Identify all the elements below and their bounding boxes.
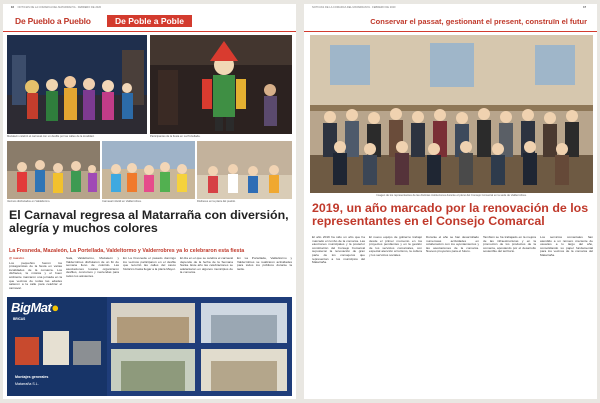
right-page: [304, 4, 597, 399]
caption-photo-3: Vecinos disfrazados en Valdeltormo.: [7, 200, 51, 203]
left-page: [3, 4, 296, 399]
caption-photo-1: Mazaleón celebró el carnaval con un desfile por las calles de la localidad.: [7, 135, 95, 138]
ad-products-image: [15, 327, 103, 367]
caption-photo-4: Carnaval infantil en Valderrobres.: [102, 200, 142, 203]
left-topline-text: NOTICIAS DE LA COMARCA DEL MATARRANYA · FEBRERO DE 2020: [17, 6, 102, 9]
ad-line-1: Montajes generales: [15, 375, 49, 379]
section-title-secondary: De Poble a Poble: [107, 15, 192, 27]
photo-carnival-parade: [7, 35, 147, 134]
bigmat-brand: BigMat: [11, 300, 52, 315]
left-section-header: [3, 14, 296, 32]
right-section-header: [304, 14, 597, 32]
left-subheadline: La Fresneda, Mazaleón, La Portellada, Valdeltormo y Valderrobres ya lo celebraron esta fiesta: [9, 248, 245, 254]
photo-carnival-performer: [150, 35, 292, 134]
photo-valdeltormo-image: [7, 141, 100, 199]
left-body-col-2: Sala, Valdeltormo, Mazaleón y Valderrobres disfrutaron de un fin de semana lleno de colorido. Las asociaciones locales organizaron desfiles, concursos y meriendas para todos los asistentes.: [66, 257, 119, 278]
photo-council-group: [310, 35, 593, 193]
right-body-col-3: Durante el año se han desarrollado numerosas actividades en colaboración con los ayuntamientos y las asociaciones de la comarca. Nuevos proyectos para el futuro.: [426, 236, 479, 254]
caption-photo-5: Disfraces en la plaza del pueblo.: [197, 200, 236, 203]
advertisement-bigmat: [7, 297, 292, 396]
photo-valderrobres: [102, 141, 195, 199]
photo-carnival-parade-image: [7, 35, 147, 134]
right-topline-text: NOTICIAS DE LA COMARCA DEL MATARRANYA · FEBRERO DE 2020: [312, 6, 396, 9]
right-page-number: 17: [583, 6, 586, 9]
caption-council-photo: Imagen de los representantes de las distintas instituciones durante el pleno del Consejo Comarcal en la sede de Valderrobres.: [376, 194, 527, 197]
photo-valderrobres-image: [102, 141, 195, 199]
left-topline: [11, 6, 288, 12]
photo-plaza: [197, 141, 292, 199]
section-motto: Conservar el passat, gestionant el present, construïn el futur: [370, 17, 587, 26]
right-body-col-5: Los servicios comarcales han atendido a un número creciente de usuarios a lo largo del año, consolidando su papel fundamental para los vecinos de la comarca del Matarraña.: [540, 236, 593, 257]
photo-carnival-performer-image: [150, 35, 292, 134]
left-page-number: 16: [11, 6, 14, 9]
section-title-primary: De Pueblo a Pueblo: [15, 16, 91, 26]
ad-tagline: BRICAS: [13, 317, 26, 321]
right-topline: [312, 6, 589, 12]
photo-valdeltormo: [7, 141, 100, 199]
left-body-col-1-text: Los pequeños fueron los protagonistas de la fiesta en varias localidades de la comarca. Los disfraces, la música y el buen ambiente marcaron una jornada en la que vecinos de todas las edades salieron a la calle para celebrar el carnaval.: [9, 260, 62, 290]
left-body-col-5: En La Portellada, Valdeltormo y Valderrobres se realizaron actividades para todos los públicos durante la tarde.: [237, 257, 292, 271]
right-body-col-1: El año 2019 ha sido un año que ha marcado el rumbo de la comarca. Las elecciones municipales y la posterior constitución del Consejo Comarcal supusieron la renovación de gran parte de los consejeros que representan a los municipios del Matarraña.: [312, 236, 365, 265]
left-body-col-3: En La Fresneda el pasado domingo los vecinos participaron en el desfile que recorrió las calles del casco histórico hasta llegar a la plaza Mayor.: [123, 257, 176, 271]
left-body-col-1: [9, 257, 62, 293]
right-body-col-2: El nuevo equipo de gobierno trabajó desde el primer momento en los proyectos pendientes y en la gestión de los servicios comarcales, con especial atención al turismo, la cultura y los servicios sociales.: [369, 236, 422, 257]
bigmat-logo: BigMat●: [11, 300, 59, 315]
photo-council-group-image: [310, 35, 593, 193]
left-body-col-4: El día en el que se celebra el carnaval depende de la fecha de la Semana Santa. Este año las celebraciones se adelantaron en algunos municipios de la comarca.: [180, 257, 233, 275]
caption-photo-2: Participantes de la fiesta en La Portellada.: [150, 135, 201, 138]
ad-building-images: [111, 303, 287, 391]
right-headline: 2019, un año marcado por la renovación de los representantes en el Consejo Comarcal: [312, 201, 589, 229]
right-body-col-4: También se ha trabajado en la mejora de las infraestructuras y en la promoción de los productos de la comarca, apostando por el desarrollo sostenible del territorio.: [483, 236, 536, 254]
photo-plaza-image: [197, 141, 292, 199]
left-headline: El Carnaval regresa al Matarraña con diversión, alegría y muchos colores: [9, 208, 289, 236]
left-byline: @ nuestro: [9, 257, 25, 260]
ad-line-2: Matarraña S.L.: [15, 382, 39, 386]
